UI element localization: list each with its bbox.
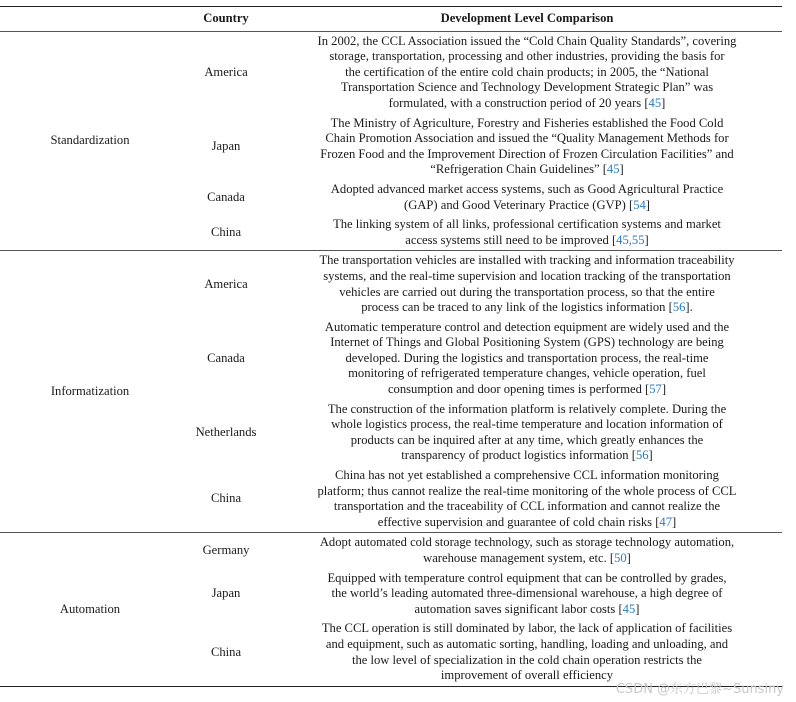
citation-link[interactable]: 54 (633, 197, 646, 212)
citation-close: ] (635, 601, 640, 616)
citation-close: ] (644, 232, 649, 247)
description-text: The transportation vehicles are installed with tracking and information traceability systems, and the real-time supervision and location tracking of the transportation vehicles are carried out during the transportation process, so that the entire process can be traced to any link of the logistics information [ (319, 253, 735, 315)
description-cell (272, 251, 782, 318)
description-cell (272, 400, 782, 466)
country-cell: Netherlands (195, 425, 257, 440)
description-cell (272, 533, 782, 569)
citation-close: ] (645, 197, 650, 212)
description-cell (272, 180, 782, 215)
category-cell: Informatization (0, 251, 180, 533)
description-text: The linking system of all links, professional certification systems and market access systems still need to be improved [ (333, 217, 721, 247)
citation-link[interactable]: 57 (649, 382, 662, 397)
citation-close: ] (661, 382, 667, 397)
citation-close: ] (672, 514, 677, 529)
country-cell: Canada (207, 350, 245, 365)
table-row (0, 251, 782, 318)
description-text: China has not yet established a comprehensive CCL information monitoring platform; thus cannot realize the real-time monitoring of the whole process of CCL transportation and the traceability of CCL information and cannot realize the effective supervision and guarantee of cold chain risks [ (317, 468, 737, 529)
category-cell: Automation (0, 533, 180, 686)
description-cell (272, 114, 782, 180)
citation-close: ] (661, 95, 666, 110)
description-text: In 2002, the CCL Association issued the “Cold Chain Quality Standards”, covering storage, transportation, processing and other industries, providing the basis for the certification of the entire cold chain products; in 2005, the “National Transportation Science and Technology Development Strategic Plan” was formulated, with a construction period of 20 years [ (317, 33, 737, 110)
citation-link[interactable]: 45 (606, 162, 620, 177)
category-cell: Standardization (0, 31, 180, 251)
citation-link[interactable]: 47 (659, 514, 673, 529)
description-text: Adopted advanced market access systems, such as Good Agricultural Practice (GAP) and Good Veterinary Practice (GVP) [ (330, 181, 724, 212)
watermark: CSDN @东方巴黎~Sunsiny (615, 682, 784, 697)
citation-close: ] (626, 551, 631, 565)
header-comparison: Development Level Comparison (272, 7, 782, 32)
citation-close: ]. (685, 300, 693, 315)
description-cell (272, 569, 782, 620)
country-cell: America (180, 31, 272, 113)
description-text: Equipped with temperature control equipment that can be controlled by grades, the world’s leading automated three-dimensional warehouse, a high degree of automation saves significant labor costs [ (327, 570, 727, 616)
country-cell: China (210, 491, 242, 506)
description-cell (272, 619, 782, 686)
citation-close: ] (648, 448, 653, 463)
citation-close: ] (619, 162, 624, 177)
table-row (0, 31, 782, 113)
citation-link[interactable]: 45 (622, 601, 636, 616)
description-text: Automatic temperature control and detection equipment are widely used and the Internet of Things and Global Positioning System (GPS) technology are being developed. During the logistics and transportation process, the real-time monitoring of refrigerated temperature changes, vehicle operation, fuel consumption and door opening times is performed [ (324, 319, 730, 397)
header-row (0, 7, 782, 32)
comparison-table (0, 6, 782, 687)
country-cell: Japan (211, 138, 241, 153)
description-text: Adopt automated cold storage technology, such as storage technology automation, warehouse management system, etc. [ (319, 535, 735, 565)
citation-link[interactable]: 45 (648, 95, 662, 110)
country-cell: China (210, 644, 242, 659)
header-category (0, 7, 180, 32)
table-row (0, 533, 782, 569)
description-text: The construction of the information platform is relatively complete. During the whole logistics process, the real-time temperature and location information of products can be inquired after at any time, which greatly enhances the transparency of product logistics information [ (327, 401, 727, 463)
header-country: Country (180, 7, 272, 32)
description-text: The Ministry of Agriculture, Forestry and Fisheries established the Food Cold Chain Promotion Association and issued the “Quality Management Methods for Frozen Food and the Improvement Direction of Frozen Circulation Facilities” and “Refrigeration Chain Guidelines” [ (320, 115, 734, 177)
country-cell: China (210, 224, 242, 239)
description-cell (272, 466, 782, 533)
description-cell (272, 215, 782, 251)
country-cell: Japan (211, 586, 241, 601)
citation-link[interactable]: 50 (614, 551, 627, 565)
citation-link[interactable]: 56 (672, 300, 686, 315)
description-cell (272, 318, 782, 400)
country-cell: Germany (180, 533, 272, 569)
description-text: The CCL operation is still dominated by labor, the lack of application of facilities and equipment, such as automatic sorting, handling, loading and unloading, and the low level of specialization in the cold chain operation restricts the improvement of overall efficiency (321, 621, 733, 683)
description-cell (272, 31, 782, 113)
country-cell: America (180, 251, 272, 318)
citation-link[interactable]: 45,55 (616, 232, 645, 247)
citation-link[interactable]: 56 (635, 448, 649, 463)
country-cell: Canada (207, 189, 245, 204)
